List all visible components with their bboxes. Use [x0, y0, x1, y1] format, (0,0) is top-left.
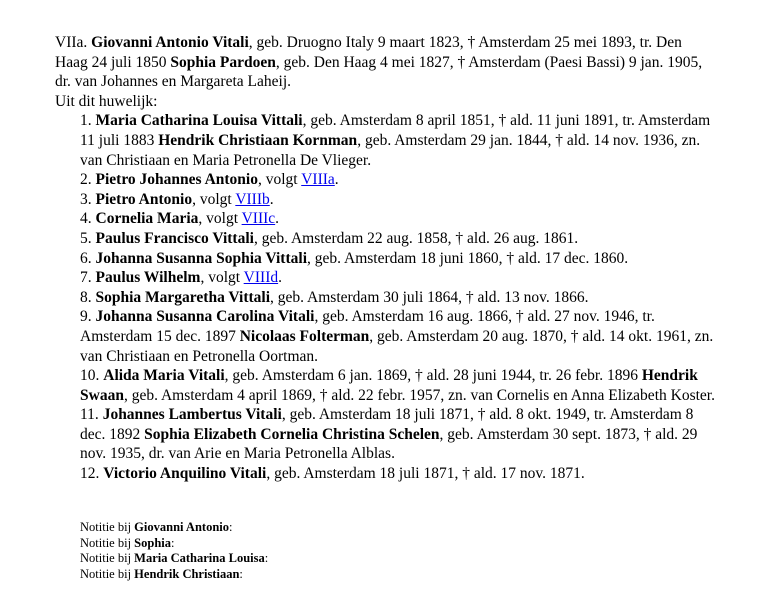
- child-number: 6.: [80, 249, 92, 267]
- child-number: 9.: [80, 308, 92, 326]
- child-details: , geb. Amsterdam 8 april 1851, † ald. 11 juni 1891, tr. Amsterdam 11 juli 1883: [80, 112, 711, 149]
- child-spouse-details: , geb. Amsterdam 4 april 1869, † ald. 22 febr. 1957, zn. van Cornelis en Anna Elizabeth Koster.: [123, 386, 715, 404]
- child-details: , geb. Amsterdam 30 juli 1864, † ald. 13 nov. 1866.: [270, 288, 589, 306]
- child-name: Johanna Susanna Sophia Vittali: [95, 249, 307, 267]
- link-VIIIc[interactable]: VIIIc: [241, 210, 276, 228]
- child-details: , geb. Amsterdam 16 aug. 1866, † ald. 27 nov. 1946, tr. Amsterdam 15 dec. 1897: [80, 308, 655, 345]
- note-name: Maria Catharina Louisa: [134, 551, 265, 565]
- child-name: Pietro Antonio: [95, 190, 193, 208]
- child-number: 3.: [80, 190, 92, 208]
- child-number: 10.: [80, 367, 100, 385]
- child-number: 11.: [80, 406, 99, 424]
- child-details-end: .: [275, 210, 280, 228]
- child-item: [80, 464, 715, 484]
- note-name: Sophia: [134, 535, 172, 550]
- child-details: , geb. Amsterdam 18 juli 1871, † ald. 8 okt. 1949, tr. Amsterdam 8 dec. 1892: [80, 406, 694, 443]
- child-item: [80, 405, 715, 464]
- child-name: Paulus Wilhelm: [95, 269, 201, 287]
- child-details: , geb. Amsterdam 22 aug. 1858, † ald. 26 aug. 1861.: [253, 229, 579, 247]
- child-item: [80, 209, 715, 229]
- child-details: , geb. Amsterdam 18 juli 1871, † ald. 17 nov. 1871.: [266, 465, 585, 483]
- note-line: [80, 567, 268, 583]
- genealogy-entry: [55, 33, 715, 484]
- note-line: [80, 536, 268, 552]
- child-name: Pietro Johannes Antonio: [95, 171, 258, 189]
- note-line: [80, 551, 268, 567]
- child-details: , volgt: [258, 171, 302, 189]
- child-spouse-name: Nicolaas Folterman: [239, 327, 370, 345]
- child-spouse-name: Sophia Elizabeth Cornelia Christina Schelen: [144, 425, 440, 443]
- child-item: [80, 366, 715, 405]
- note-prefix: Notitie bij: [80, 535, 135, 550]
- child-number: 4.: [80, 210, 92, 228]
- note-prefix: Notitie bij: [80, 566, 135, 581]
- child-item: [80, 229, 715, 249]
- link-VIIIb[interactable]: VIIIb: [235, 190, 270, 208]
- child-item: [80, 111, 715, 170]
- child-name: Cornelia Maria: [95, 210, 199, 228]
- child-name: Alida Maria Vitali: [103, 367, 225, 385]
- note-name: Hendrik Christiaan: [134, 566, 240, 581]
- marriage-label: Uit dit huwelijk:: [55, 92, 158, 110]
- child-item: [80, 190, 715, 210]
- note-suffix: :: [239, 566, 243, 581]
- spouse-details-text: , geb. Den Haag 4 mei 1827, † Amsterdam (Paesi Bassi) 9 jan. 1905, dr. van Johannes en Margareta Laheij.: [55, 53, 703, 91]
- child-name: Maria Catharina Louisa Vittali: [95, 112, 303, 130]
- child-details-end: .: [278, 269, 282, 287]
- child-item: [80, 170, 715, 190]
- generation-label: VIIa.: [55, 34, 88, 51]
- child-details: , geb. Amsterdam 18 juni 1860, † ald. 17 dec. 1860.: [307, 249, 629, 267]
- child-spouse-details: , geb. Amsterdam 30 sept. 1873, † ald. 29 nov. 1935, dr. van Arie en Maria Petronella Alblas.: [80, 425, 698, 463]
- child-item: [80, 307, 715, 366]
- child-spouse-name: Hendrik Christiaan Kornman: [158, 131, 358, 149]
- child-details: , volgt: [192, 190, 236, 208]
- child-details: , volgt: [198, 210, 242, 228]
- child-name: Johanna Susanna Carolina Vitali: [95, 308, 315, 326]
- child-name: Paulus Francisco Vittali: [95, 229, 254, 247]
- note-suffix: :: [229, 520, 233, 534]
- birth-death-text: , geb. Druogno Italy 9 maart 1823, † Amsterdam 25 mei 1893, tr. Den Haag 24 juli 1850: [55, 34, 682, 71]
- notes-section: [80, 520, 268, 582]
- child-number: 1.: [80, 112, 92, 130]
- child-item: [80, 249, 715, 269]
- link-VIIIa[interactable]: VIIIa: [301, 171, 335, 189]
- link-VIIId[interactable]: VIIId: [243, 269, 279, 287]
- child-item: [80, 288, 715, 308]
- note-prefix: Notitie bij: [80, 520, 135, 534]
- note-line: [80, 520, 268, 536]
- child-item: [80, 268, 715, 288]
- child-number: 2.: [80, 171, 92, 189]
- child-details-end: .: [334, 171, 339, 189]
- person-name: Giovanni Antonio Vitali: [91, 34, 249, 51]
- note-suffix: :: [171, 535, 175, 550]
- child-name: Victorio Anquilino Vitali: [103, 465, 267, 483]
- child-spouse-name: Hendrik Swaan: [80, 367, 698, 404]
- child-details: , volgt: [200, 269, 244, 287]
- parent-paragraph: [55, 33, 715, 92]
- child-details-end: .: [269, 190, 274, 208]
- child-details: , geb. Amsterdam 6 jan. 1869, † ald. 28 juni 1944, tr. 26 febr. 1896: [224, 367, 642, 385]
- child-spouse-details: , geb. Amsterdam 29 jan. 1844, † ald. 14 nov. 1936, zn. van Christiaan en Maria Petronella De Vlieger.: [80, 131, 701, 169]
- child-number: 12.: [80, 465, 100, 483]
- children-list: [55, 111, 715, 483]
- child-name: Sophia Margaretha Vittali: [95, 288, 271, 306]
- child-name: Johannes Lambertus Vitali: [102, 406, 282, 424]
- note-prefix: Notitie bij: [80, 551, 135, 565]
- note-suffix: :: [264, 551, 269, 565]
- child-spouse-details: , geb. Amsterdam 20 aug. 1870, † ald. 14 okt. 1961, zn. van Christiaan en Petronella Oortman.: [80, 327, 714, 365]
- spouse-name: Sophia Pardoen: [170, 53, 276, 71]
- child-number: 8.: [80, 288, 92, 306]
- child-number: 7.: [80, 269, 92, 287]
- child-number: 5.: [80, 229, 92, 247]
- note-name: Giovanni Antonio: [134, 520, 229, 534]
